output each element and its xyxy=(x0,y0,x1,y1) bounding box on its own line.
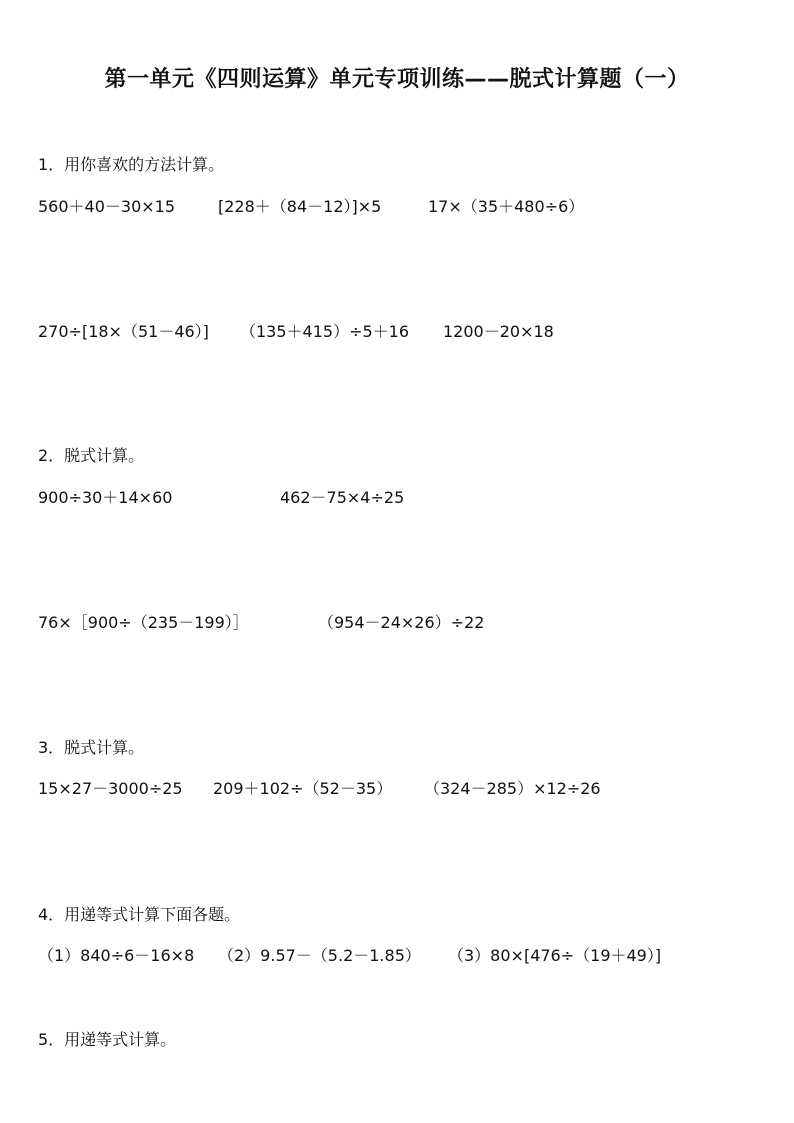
question-4-label: 4．用递等式计算下面各题。 xyxy=(38,905,241,924)
q1-expression-5: （135＋415）÷5＋16 xyxy=(240,322,410,341)
q1-expression-3: 17×（35＋480÷6） xyxy=(428,197,585,216)
q1-expression-4: 270÷[18×（51－46）] xyxy=(38,322,209,341)
q2-expression-3: 76×［900÷（235－199）］ xyxy=(38,613,249,632)
q2-expression-4: （954－24×26）÷22 xyxy=(318,613,485,632)
page-title: 第一单元《四则运算》单元专项训练——脱式计算题（一） xyxy=(104,67,690,92)
question-5-label: 5．用递等式计算。 xyxy=(38,1030,177,1049)
q1-expression-1: 560＋40－30×15 xyxy=(38,197,176,216)
question-2-label: 2．脱式计算。 xyxy=(38,446,145,465)
q2-expression-1: 900÷30＋14×60 xyxy=(38,488,173,507)
q4-expression-2: （2）9.57－（5.2－1.85） xyxy=(218,946,421,965)
q1-expression-6: 1200－20×18 xyxy=(443,322,554,341)
question-3-label: 3．脱式计算。 xyxy=(38,738,145,757)
question-1-label: 1．用你喜欢的方法计算。 xyxy=(38,155,225,174)
q2-expression-2: 462－75×4÷25 xyxy=(280,488,405,507)
q3-expression-3: （324－285）×12÷26 xyxy=(424,779,601,798)
q3-expression-2: 209＋102÷（52－35） xyxy=(213,779,393,798)
q4-expression-3: （3）80×[476÷（19＋49）] xyxy=(448,946,662,965)
q3-expression-1: 15×27－3000÷25 xyxy=(38,779,183,798)
q1-expression-2: [228＋（84－12）]×5 xyxy=(218,197,382,216)
q4-expression-1: （1）840÷6－16×8 xyxy=(38,946,195,965)
